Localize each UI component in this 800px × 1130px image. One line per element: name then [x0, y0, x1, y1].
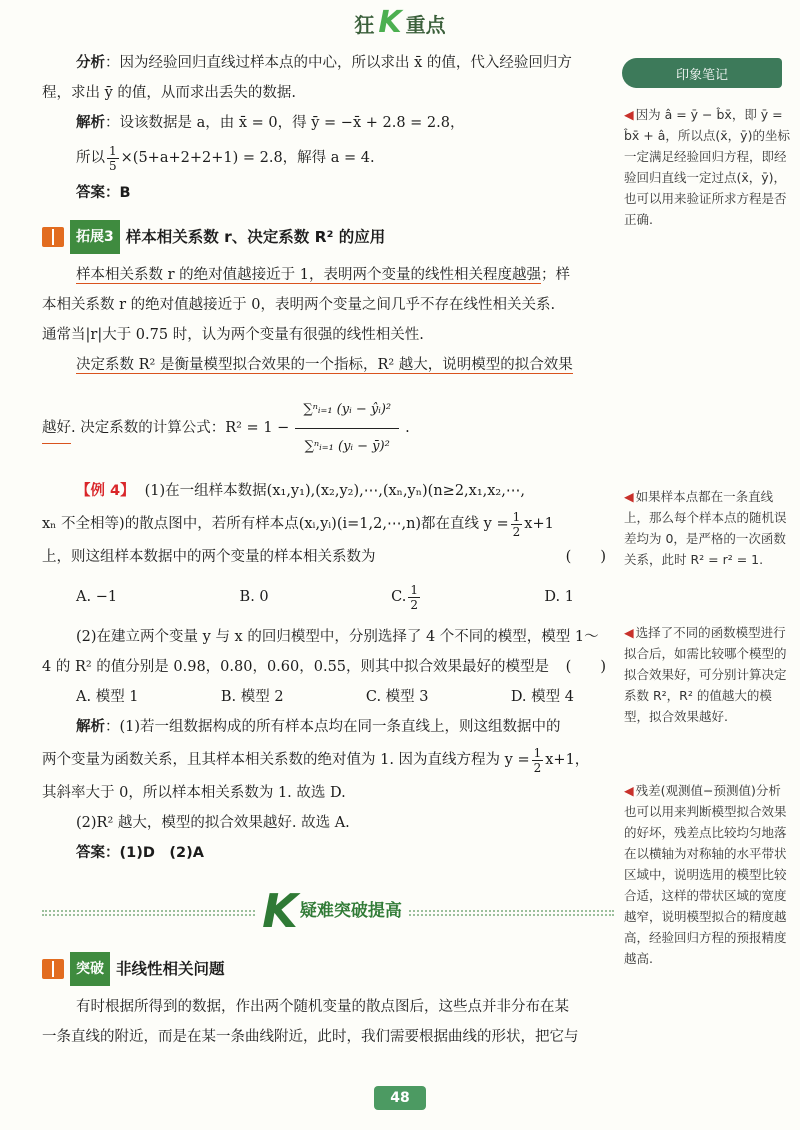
para3-line-2: 一条直线的附近，而是在某一条曲线附近，此时，我们需要根据曲线的形状，把它与 — [42, 1029, 579, 1045]
arrow-icon: ◀ — [624, 107, 634, 122]
header-title-left: 狂 — [354, 12, 375, 37]
arrow-icon: ◀ — [624, 625, 634, 640]
example4-solution-line-3: 其斜率大于 0，所以样本相关系数为 1. 故选 D. — [42, 785, 346, 801]
example4-solution-line-4: (2)R² 越大，模型的拟合效果越好. 故选 A. — [76, 815, 350, 831]
example4-q2-line-1: (2)在建立两个变量 y 与 x 的回归模型中，分别选择了 4 个不同的模型，模型 1～ — [76, 629, 599, 645]
option-a: A. 模型 1 — [76, 689, 139, 705]
header-k-letter: K — [378, 5, 402, 40]
r-squared-formula: 越好 . 决定系数的计算公式：R² = 1 − $\frac{\text{∑ⁿᵢ₌₁ (yᵢ − ŷᵢ)²}}{\text{∑ⁿᵢ₌₁ (yᵢ − ȳ)²}}$ . — [42, 380, 614, 476]
fraction: $\frac{1}{5}$ — [109, 143, 117, 173]
section-tag: 拓展3 — [70, 220, 120, 254]
page-number: 48 — [374, 1086, 426, 1110]
example4-q2-line-2: 4 的 R² 的值分别是 0.98，0.80，0.60，0.55，则其中拟合效果最好的模型是 ( ) — [42, 652, 614, 682]
side-note-2: ◀ 如果样本点都在一条直线上，那么每个样本点的随机误差均为 0，是严格的一次函数关系，此时 R² = r² = 1. — [624, 489, 787, 567]
arrow-icon: ◀ — [624, 489, 634, 504]
side-note-1: ◀ 因为 â = ȳ − b̂x̄，即 ȳ = b̂x̄ + â，所以点(x̄，ȳ)的坐标一定满足经验回归方程，即经验回归直线一定过点(x̄，ȳ)，也可以用来验证所求方程是否正确. — [624, 107, 790, 227]
section-divider — [42, 880, 614, 940]
example-tag: 【例 4】 — [76, 483, 135, 499]
option-c: C. 模型 3 — [365, 689, 429, 705]
example4-solution-line-2: 两个变量为函数关系，且其样本相关系数的绝对值为 1. 因为直线方程为 y = $\frac{1}{2}$ x+1， — [42, 745, 590, 775]
solution-line-2: 所以 $\frac{1}{5}$ ×(5+a+2+2+1) = 2.8，解得 a = 4. — [76, 143, 375, 173]
header-title-right: 重点 — [405, 12, 446, 37]
example4-answer: 答案：(1)D (2)A — [76, 845, 204, 861]
analysis-line-1: 分析：因为经验回归直线过样本点的中心，所以求出 x̄ 的值，代入经验回归方 — [76, 55, 572, 71]
book-icon — [42, 959, 64, 979]
para1-line-3: 通常当|r|大于 0.75 时，认为两个变量有很强的线性相关性. — [42, 327, 424, 343]
example4-q1-line-2: xₙ 不全相等)的散点图中，若所有样本点(xᵢ,yᵢ)(i=1,2,⋯,n)都在直线 y = $\frac{1}{2}$ x+1 — [42, 509, 554, 539]
answer-blank: ( ) — [565, 549, 606, 565]
page-header — [0, 5, 800, 48]
option-d: D. 模型 4 — [510, 689, 574, 705]
main-content — [42, 48, 614, 1052]
example4-q1-line-1: 【例 4】 (1)在一组样本数据(x₁,y₁),(x₂,y₂),⋯,(xₙ,yₙ)(n≥2,x₁,x₂,⋯, — [76, 483, 525, 499]
section-tag: 突破 — [70, 952, 110, 986]
answer-line: 答案：B — [76, 185, 131, 201]
section-heading-breakthrough — [42, 956, 614, 982]
option-b: B. 0 — [239, 589, 269, 605]
section-title: 样本相关系数 r、决定系数 R² 的应用 — [125, 228, 386, 246]
example4-solution-line-1: 解析：(1)若一组数据构成的所有样本点均在同一条直线上，则这组数据中的 — [76, 719, 561, 735]
example4-q2-options — [42, 682, 614, 712]
option-d: D. 1 — [544, 589, 574, 605]
sidebar-header: 印象笔记 — [622, 58, 782, 88]
option-c: C. $\frac{1}{2}$ — [391, 582, 418, 612]
book-icon — [42, 227, 64, 247]
option-a: A. −1 — [76, 589, 118, 605]
para3-line-1: 有时根据所得到的数据，作出两个随机变量的散点图后，这些点并非分布在某 — [76, 999, 569, 1015]
header-logo — [354, 5, 446, 40]
divider-title: 疑难突破提高 — [299, 901, 402, 921]
example4-q1-options — [42, 572, 614, 622]
side-note-4: ◀ 残差(观测值−预测值)分析也可以用来判断模型拟合效果的好坏，残差点比较均匀地落在以横轴为对称轴的水平带状区域中，说明选用的模型比较合适，这样的带状区域的宽度越窄，说明模型拟合的精度越高，经验回归方程的预报精度越高. — [624, 783, 787, 966]
solution-line-1: 解析：设该数据是 a，由 x̄ = 0，得 ȳ = −x̄ + 2.8 = 2.8， — [76, 115, 465, 131]
option-b: B. 模型 2 — [220, 689, 284, 705]
arrow-icon: ◀ — [624, 783, 634, 798]
section-heading-expand3 — [42, 224, 614, 250]
formula-fraction: $\frac{\text{∑ⁿᵢ₌₁ (yᵢ − ŷᵢ)²}}{\text{∑ⁿᵢ₌₁ (yᵢ − ȳ)²}}$ — [295, 394, 399, 463]
section-title: 非线性相关问题 — [116, 960, 225, 978]
para2-line-1: 决定系数 R² 是衡量模型拟合效果的一个指标，R² 越大，说明模型的拟合效果 — [76, 357, 573, 373]
answer-blank: ( ) — [565, 659, 606, 675]
side-note-3: ◀ 选择了不同的函数模型进行拟合后，如需比较哪个模型的拟合效果好，可分别计算决定系数 R²，R² 的值越大的模型，拟合效果越好. — [624, 625, 787, 724]
k-logo-icon: K — [262, 884, 298, 938]
analysis-line-2: 程，求出 ȳ 的值，从而求出丢失的数据. — [42, 85, 297, 101]
example4-q1-line-3: 上，则这组样本数据中的两个变量的样本相关系数为 ( ) — [42, 542, 614, 572]
para1-line-1: 样本相关系数 r 的绝对值越接近于 1，表明两个变量的线性相关程度越强；样 — [76, 267, 570, 283]
para1-line-2: 本相关系数 r 的绝对值越接近于 0，表明两个变量之间几乎不存在线性相关关系. — [42, 297, 556, 313]
